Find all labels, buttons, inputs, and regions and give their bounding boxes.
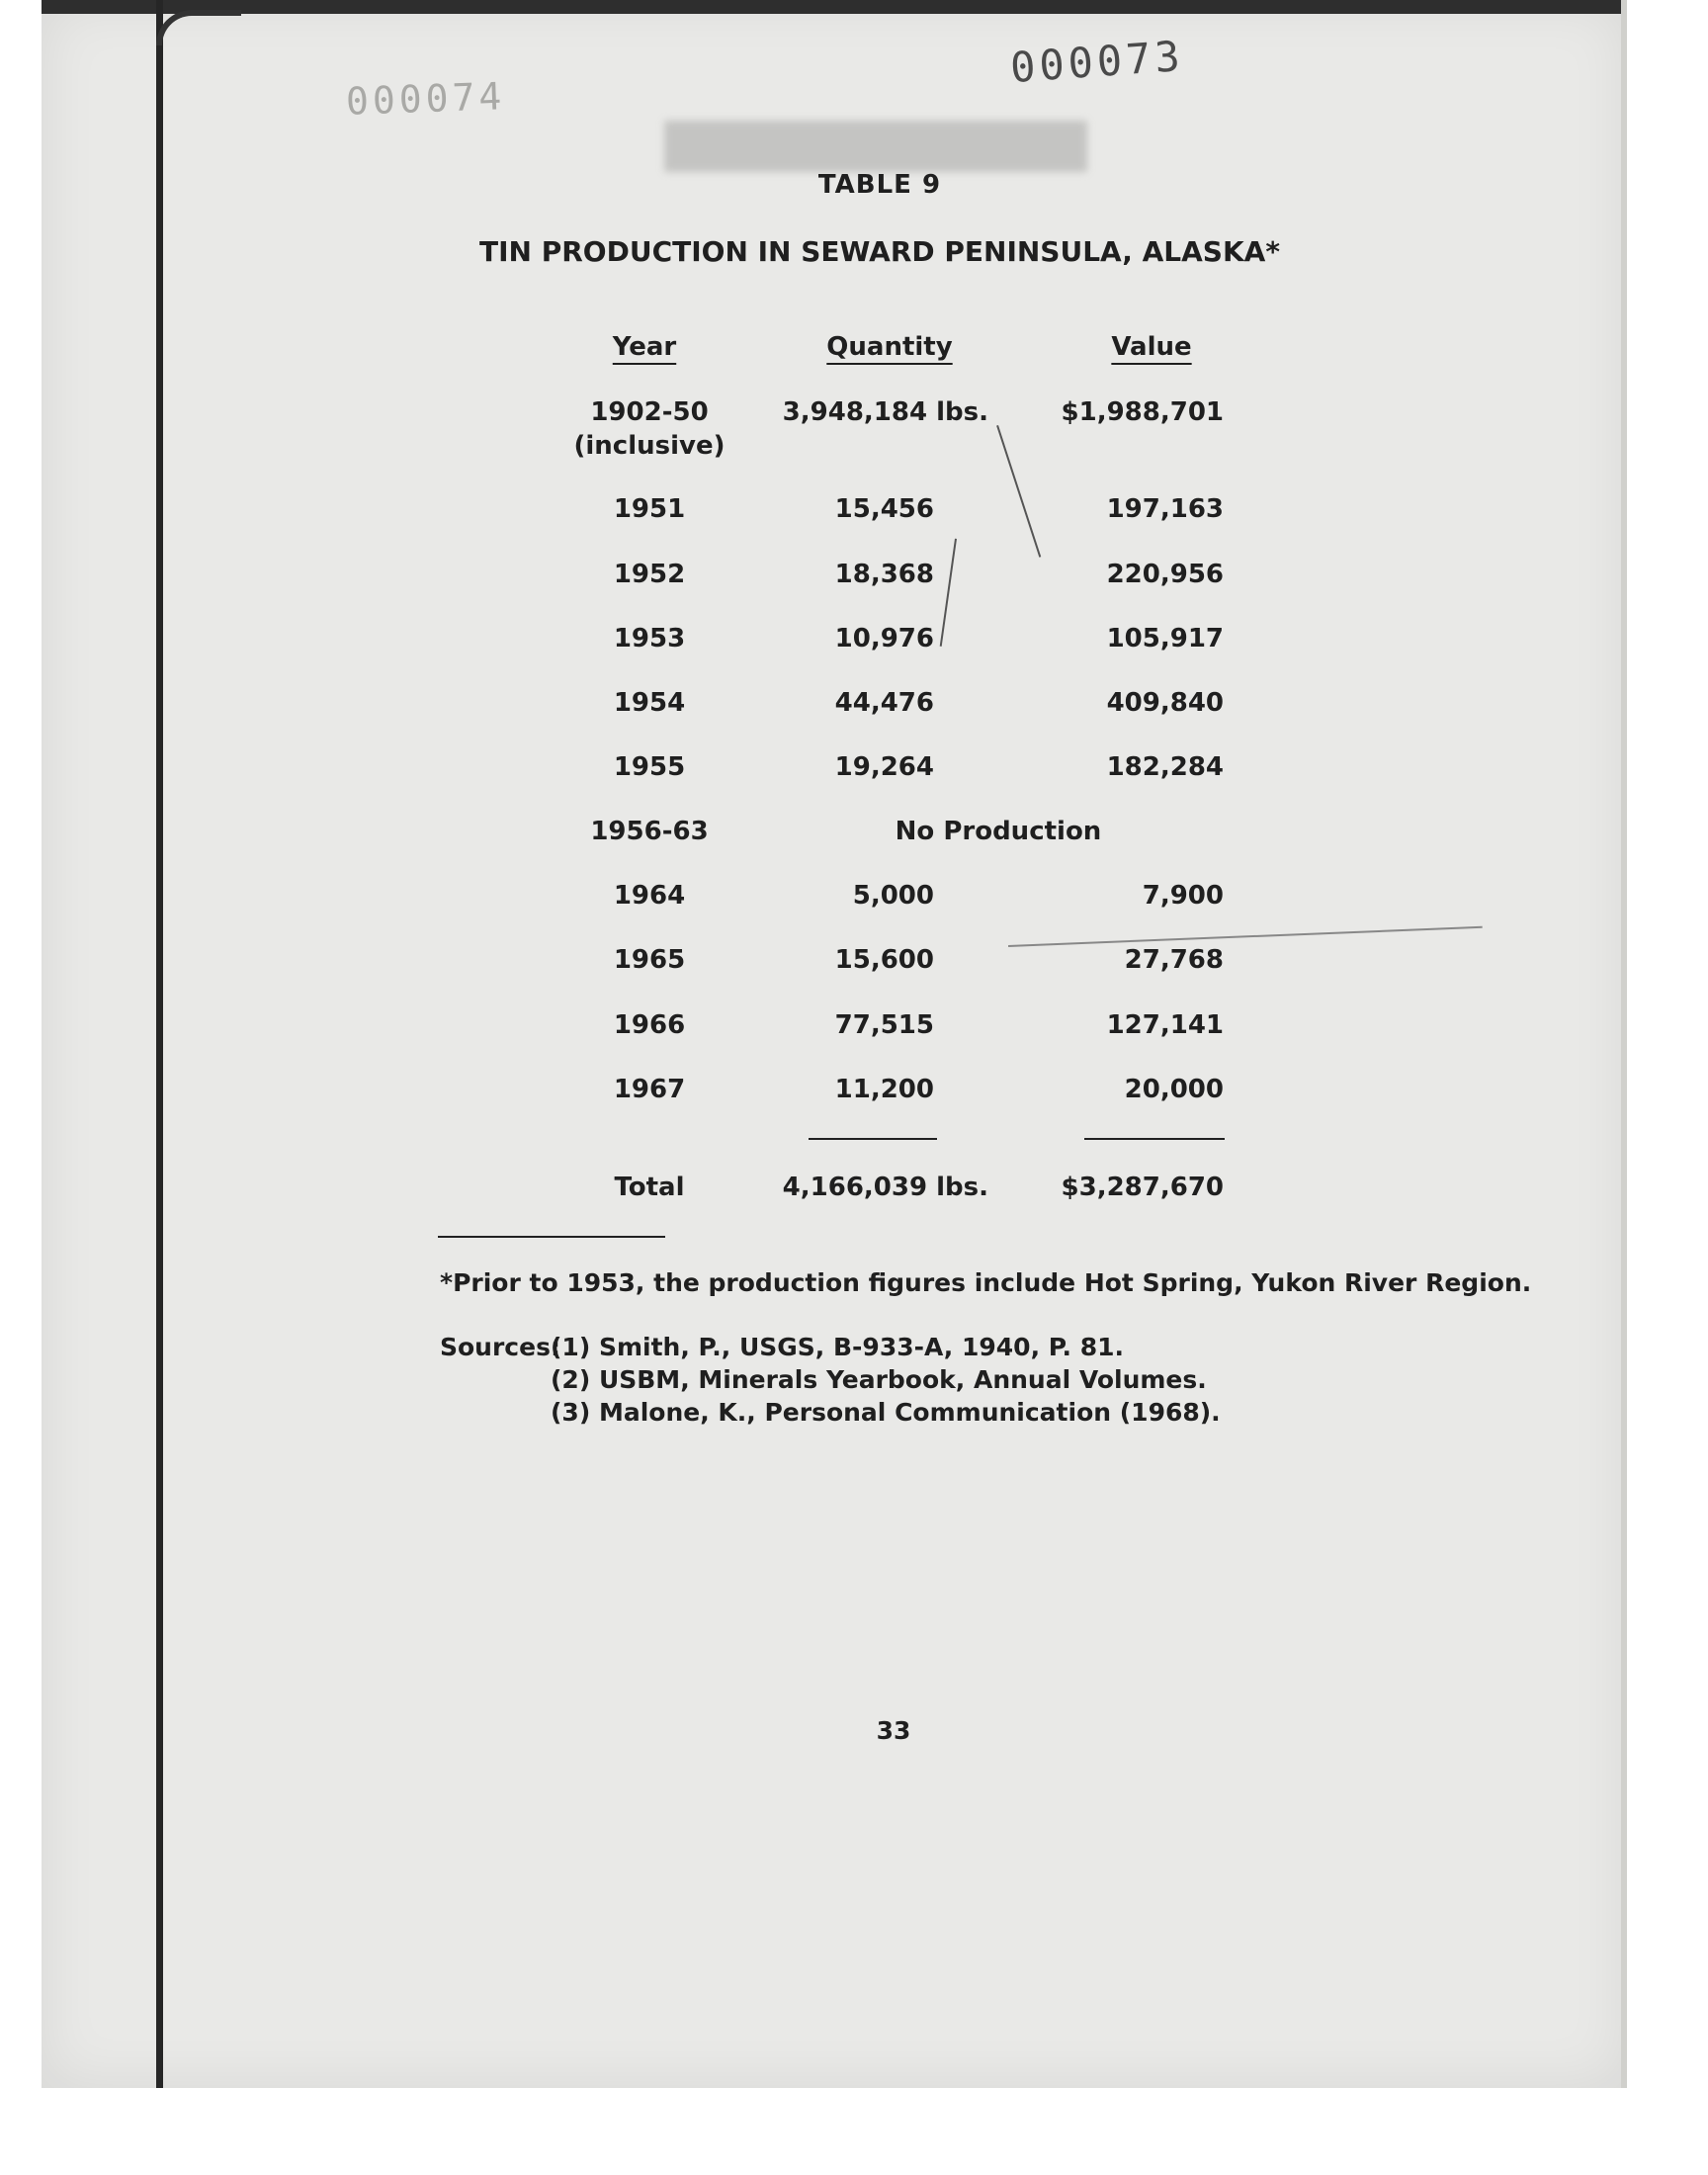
header-year: Year [612, 332, 677, 362]
row-year: 1955 [613, 752, 686, 782]
row-year: 1967 [613, 1075, 686, 1104]
total-quantity: 4,166,039 lbs. [782, 1173, 988, 1202]
row-quantity: 44,476 [834, 688, 934, 718]
page-number: 33 [876, 1716, 911, 1745]
header-value: Value [1111, 332, 1192, 362]
row-year: 1951 [613, 494, 686, 524]
row-quantity: 10,976 [834, 624, 934, 653]
table-title: TIN PRODUCTION IN SEWARD PENINSULA, ALASKA* [479, 235, 1280, 268]
footnote-rule [438, 1236, 665, 1238]
row-value: 127,141 [1106, 1010, 1224, 1040]
binding-spine [156, 0, 163, 2088]
row-year: 1965 [613, 945, 686, 975]
source-item: (3) Malone, K., Personal Communication (1968). [551, 1398, 1221, 1427]
row-value: 182,284 [1106, 752, 1224, 782]
total-label: Total [614, 1173, 685, 1202]
row-value: 20,000 [1124, 1075, 1224, 1104]
row-quantity: 19,264 [834, 752, 934, 782]
sources-label: Sources: [440, 1333, 560, 1361]
row-year: 1954 [613, 688, 686, 718]
source-item: (1) Smith, P., USGS, B-933-A, 1940, P. 81. [551, 1333, 1124, 1361]
sum-rule-quantity [809, 1138, 937, 1140]
binding-curl [156, 10, 241, 45]
row-year-note: (inclusive) [573, 431, 726, 461]
row-value: 220,956 [1106, 560, 1224, 589]
header-quantity: Quantity [826, 332, 953, 362]
no-production-note: No Production [895, 817, 1102, 846]
row-quantity: 15,456 [834, 494, 934, 524]
ghost-number-stamp: 000074 [345, 74, 506, 124]
row-year: 1952 [613, 560, 686, 589]
row-value: 7,900 [1142, 881, 1224, 911]
sum-rule-value [1084, 1138, 1225, 1140]
row-year: 1956-63 [590, 817, 709, 846]
row-quantity: 11,200 [834, 1075, 934, 1104]
row-year: 1966 [613, 1010, 686, 1040]
row-quantity: 18,368 [834, 560, 934, 589]
total-value: $3,287,670 [1061, 1173, 1224, 1202]
row-value: $1,988,701 [1061, 397, 1224, 427]
footnote: *Prior to 1953, the production figures include Hot Spring, Yukon River Region. [440, 1268, 1532, 1297]
row-value: 105,917 [1106, 624, 1224, 653]
top-edge-shadow [42, 0, 1627, 14]
row-year: 1953 [613, 624, 686, 653]
scanned-page [42, 0, 1627, 2088]
row-year: 1964 [613, 881, 686, 911]
row-value: 197,163 [1106, 494, 1224, 524]
row-value: 409,840 [1106, 688, 1224, 718]
scan-smudge [664, 121, 1087, 172]
right-edge-shadow [1621, 0, 1627, 2088]
row-quantity: 77,515 [834, 1010, 934, 1040]
table-label: TABLE 9 [817, 170, 942, 200]
row-quantity: 5,000 [852, 881, 934, 911]
row-year: 1902-50 [590, 397, 709, 427]
document-number-stamp: 000073 [1008, 31, 1186, 93]
row-quantity: 3,948,184 lbs. [782, 397, 988, 427]
row-value: 27,768 [1124, 945, 1224, 975]
row-quantity: 15,600 [834, 945, 934, 975]
source-item: (2) USBM, Minerals Yearbook, Annual Volumes. [551, 1365, 1207, 1394]
